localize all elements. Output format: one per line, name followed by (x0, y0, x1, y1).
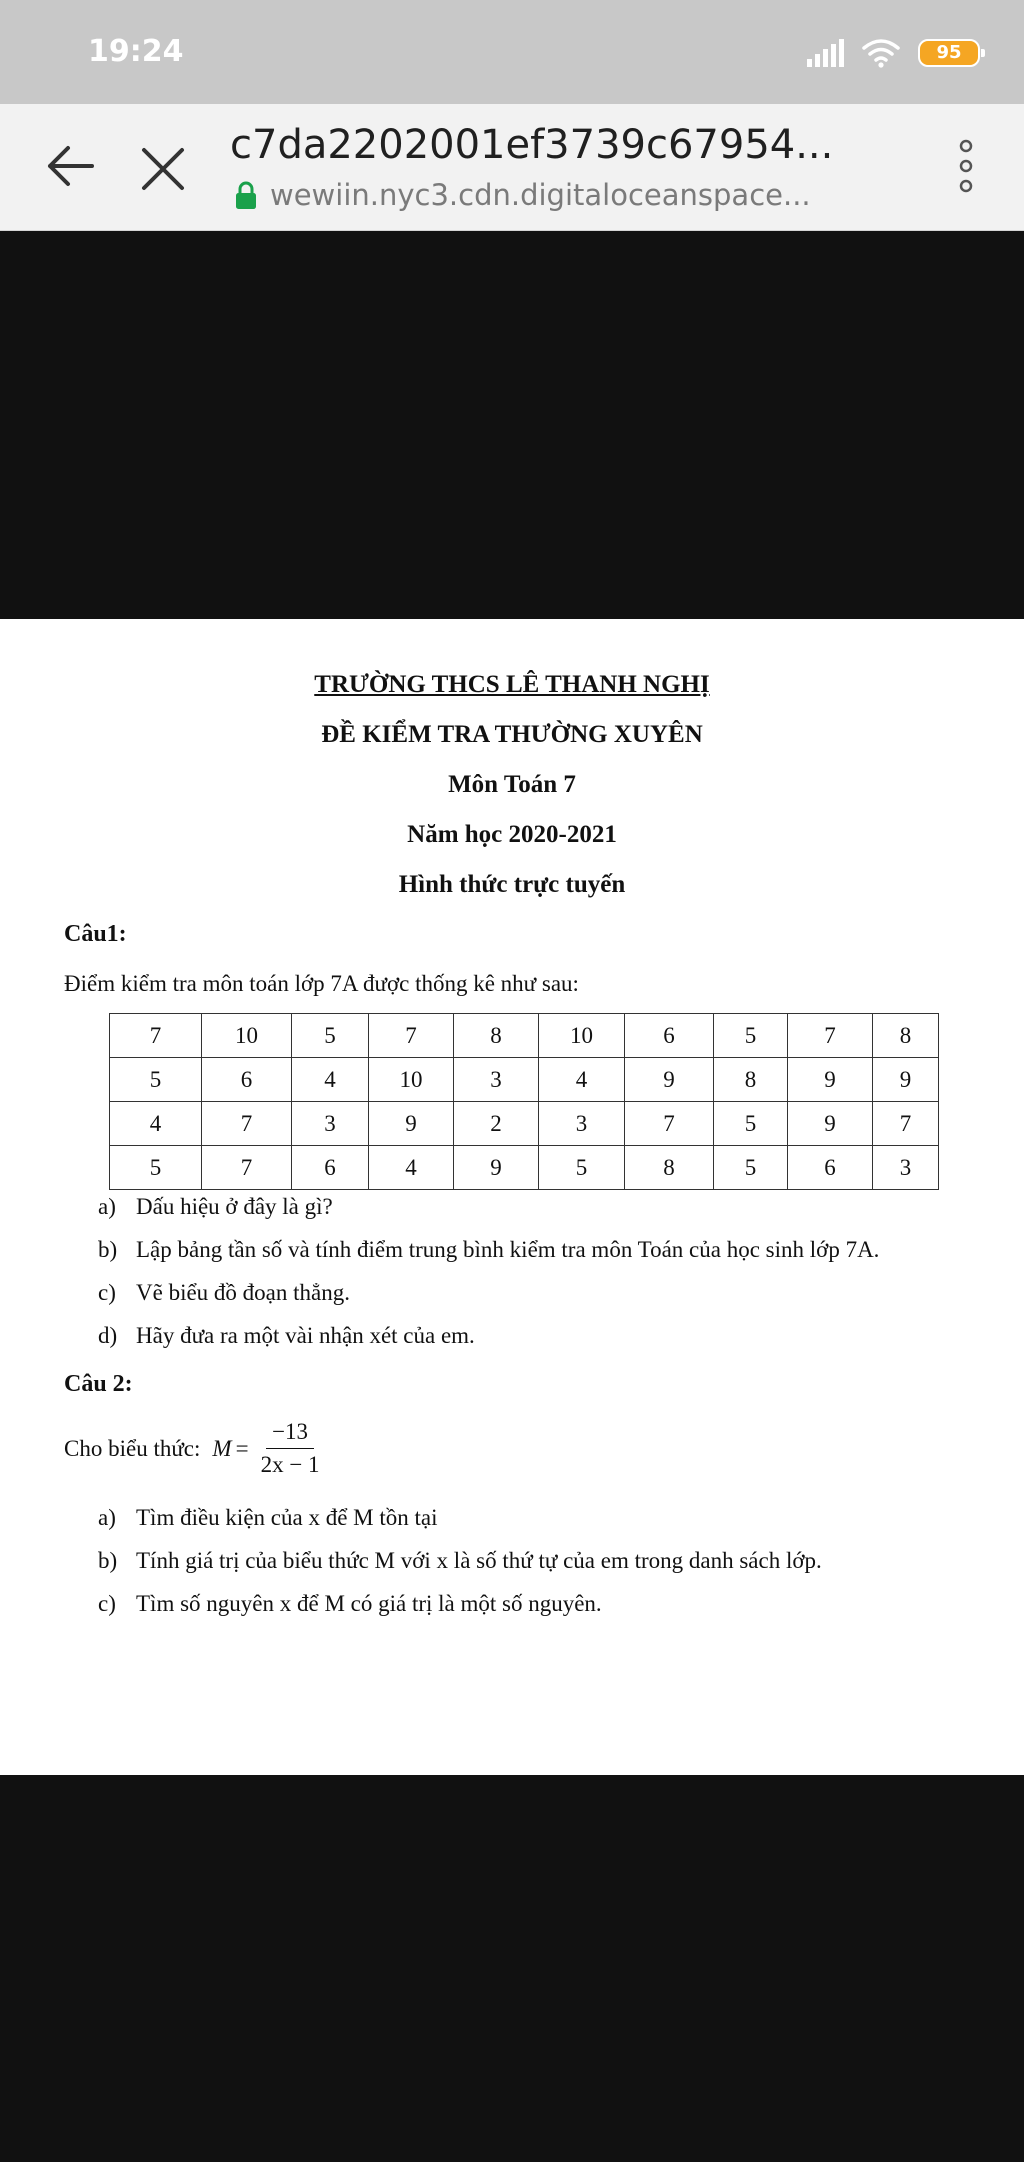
table-cell: 6 (625, 1014, 714, 1058)
document-page (0, 619, 1024, 1775)
item-marker: d) (98, 1323, 118, 1348)
item-marker: a) (98, 1194, 116, 1219)
table-cell: 8 (454, 1014, 539, 1058)
more-vert-icon[interactable] (958, 138, 974, 194)
table-cell: 7 (202, 1146, 292, 1190)
table-cell: 7 (369, 1014, 454, 1058)
signal-icon (807, 39, 844, 67)
table-cell: 5 (714, 1014, 788, 1058)
table-cell: 5 (110, 1058, 202, 1102)
table-cell: 5 (714, 1146, 788, 1190)
table-cell: 3 (292, 1102, 369, 1146)
url-line[interactable] (234, 178, 811, 212)
table-cell: 8 (625, 1146, 714, 1190)
item-text: Dấu hiệu ở đây là gì? (136, 1194, 333, 1219)
table-cell: 4 (539, 1058, 625, 1102)
table-cell: 9 (625, 1058, 714, 1102)
school-name: TRƯỜNG THCS LÊ THANH NGHỊ (314, 671, 710, 698)
table-cell: 6 (292, 1146, 369, 1190)
table-cell: 6 (202, 1058, 292, 1102)
browser-toolbar (0, 104, 1024, 231)
item-text: Vẽ biểu đồ đoạn thẳng. (136, 1280, 350, 1305)
list-item (98, 1589, 822, 1632)
subject: Môn Toán 7 (448, 771, 576, 798)
table-cell: 6 (788, 1146, 873, 1190)
question-2-label: Câu 2: (64, 1371, 133, 1397)
status-icons (807, 36, 980, 70)
item-marker: b) (98, 1237, 118, 1262)
table-cell: 7 (110, 1014, 202, 1058)
item-marker: c) (98, 1280, 116, 1305)
item-text: Tìm điều kiện của x để M tồn tại (136, 1505, 438, 1530)
table-cell: 2 (454, 1102, 539, 1146)
item-marker: a) (98, 1505, 116, 1530)
url-host: wewiin.nyc3.cdn.digitaloceanspace... (270, 178, 811, 212)
viewer-background-bottom (0, 1775, 1024, 2162)
table-cell: 7 (625, 1102, 714, 1146)
item-text: Hãy đưa ra một vài nhận xét của em. (136, 1323, 475, 1348)
table-cell: 8 (714, 1058, 788, 1102)
list-item (98, 1503, 822, 1546)
table-cell: 5 (292, 1014, 369, 1058)
list-item (98, 1235, 879, 1278)
table-cell: 5 (539, 1146, 625, 1190)
list-item (98, 1546, 822, 1589)
item-text: Tìm số nguyên x để M có giá trị là một số nguyên. (136, 1591, 602, 1616)
question-2-items (98, 1503, 822, 1632)
table-row (110, 1014, 939, 1058)
wifi-icon (862, 38, 900, 68)
expression-lhs: M (212, 1435, 232, 1461)
question-1-items (98, 1192, 879, 1364)
table-cell: 3 (873, 1146, 939, 1190)
item-text: Lập bảng tần số và tính điểm trung bình kiểm tra môn Toán của học sinh lớp 7A. (136, 1237, 880, 1262)
table-cell: 5 (714, 1102, 788, 1146)
table-cell: 4 (369, 1146, 454, 1190)
table-cell: 5 (110, 1146, 202, 1190)
table-cell: 7 (788, 1014, 873, 1058)
exam-mode: Hình thức trực tuyến (398, 871, 626, 898)
table-cell: 3 (539, 1102, 625, 1146)
table-cell: 9 (788, 1058, 873, 1102)
status-bar (0, 0, 1024, 104)
table-cell: 4 (292, 1058, 369, 1102)
table-cell: 7 (873, 1102, 939, 1146)
school-year: Năm học 2020-2021 (407, 821, 617, 848)
battery-icon: 95 (918, 39, 980, 67)
page-title[interactable]: c7da2202001ef3739c67954... (230, 122, 834, 168)
expression-intro: Cho biểu thức: (64, 1435, 201, 1461)
status-time: 19:24 (88, 34, 184, 69)
fraction-numerator: −13 (266, 1419, 314, 1449)
list-item (98, 1278, 879, 1321)
expression-equals: = (235, 1435, 249, 1461)
close-icon[interactable] (138, 144, 188, 194)
fraction (255, 1419, 326, 1478)
table-row (110, 1058, 939, 1102)
table-row (110, 1146, 939, 1190)
item-marker: c) (98, 1591, 116, 1616)
table-cell: 4 (110, 1102, 202, 1146)
question-1-label: Câu1: (64, 921, 127, 947)
exam-title: ĐỀ KIỂM TRA THƯỜNG XUYÊN (321, 721, 703, 748)
viewer-background-top (0, 231, 1024, 619)
table-cell: 9 (873, 1058, 939, 1102)
list-item (98, 1192, 879, 1235)
item-marker: b) (98, 1548, 118, 1573)
table-cell: 10 (539, 1014, 625, 1058)
lock-icon (234, 180, 258, 210)
score-table (109, 1013, 939, 1190)
table-cell: 10 (369, 1058, 454, 1102)
expression (64, 1419, 326, 1478)
table-cell: 9 (369, 1102, 454, 1146)
question-1-intro: Điểm kiểm tra môn toán lớp 7A được thống kê như sau: (64, 971, 579, 996)
table-cell: 3 (454, 1058, 539, 1102)
fraction-denominator: 2x − 1 (260, 1452, 320, 1477)
table-cell: 8 (873, 1014, 939, 1058)
table-cell: 7 (202, 1102, 292, 1146)
back-arrow-icon[interactable] (44, 140, 96, 192)
item-text: Tính giá trị của biểu thức M với x là số thứ tự của em trong danh sách lớp. (136, 1548, 822, 1573)
table-row (110, 1102, 939, 1146)
list-item (98, 1321, 879, 1364)
table-cell: 9 (454, 1146, 539, 1190)
table-cell: 10 (202, 1014, 292, 1058)
table-cell: 9 (788, 1102, 873, 1146)
